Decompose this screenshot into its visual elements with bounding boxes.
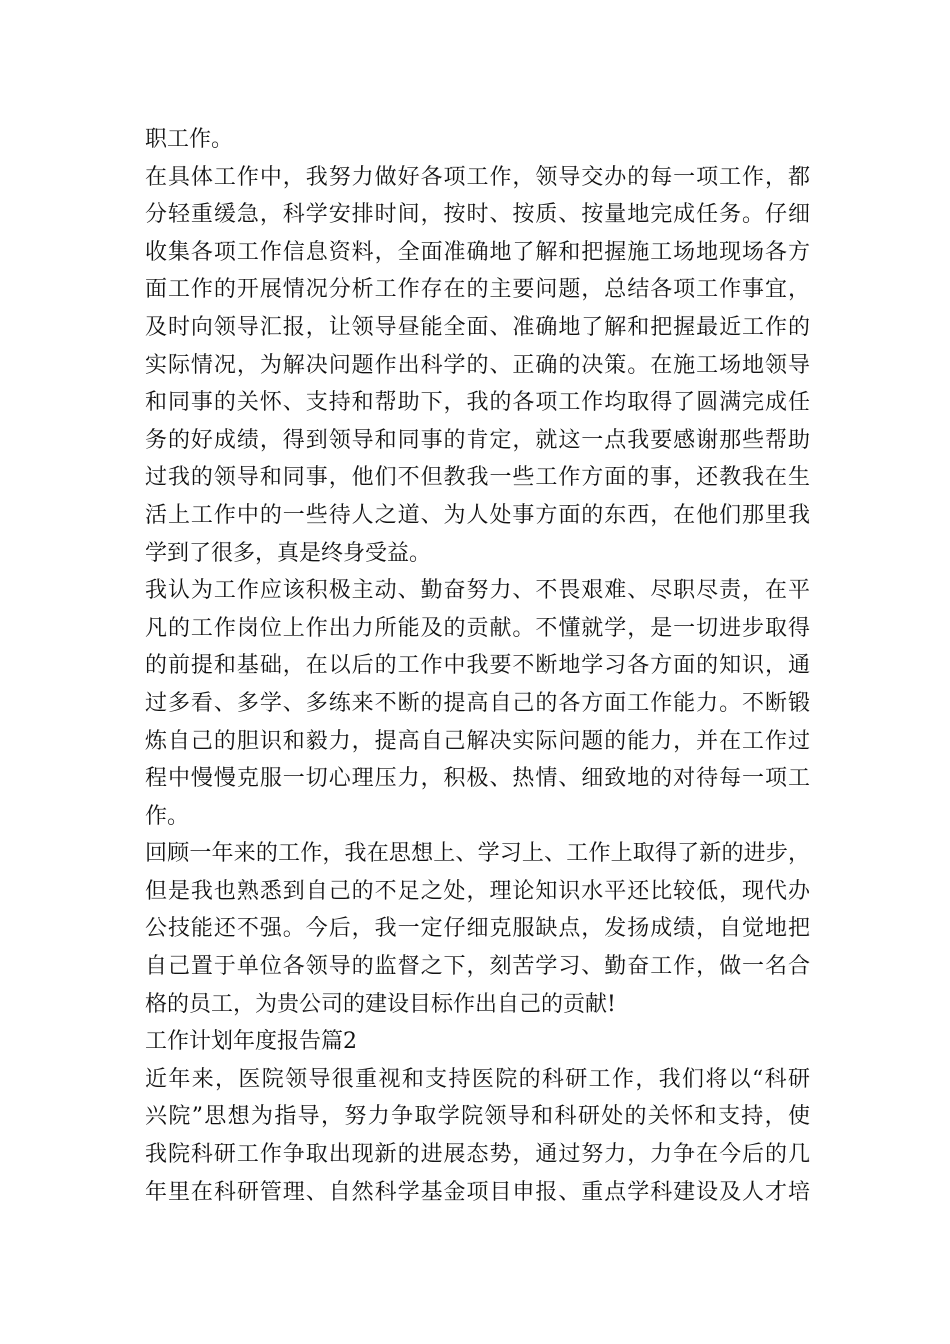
- text-line: 收集各项工作信息资料，全面准确地了解和把握施工场地现场各方: [145, 239, 810, 265]
- text-line: 格的员工，为贵公司的建设目标作出自己的贡献!: [145, 991, 616, 1017]
- text-line: 公技能还不强。今后，我一定仔细克服缺点，发扬成绩，自觉地把: [145, 916, 810, 942]
- text-line: 年里在科研管理、自然科学基金项目申报、重点学科建设及人才培: [145, 1179, 810, 1205]
- text-line: 面工作的开展情况分析工作存在的主要问题，总结各项工作事宜，: [145, 277, 810, 303]
- text-line: 过我的领导和同事，他们不但教我一些工作方面的事，还教我在生: [145, 465, 810, 491]
- text-line: 我认为工作应该积极主动、勤奋努力、不畏艰难、尽职尽责，在平: [145, 578, 810, 604]
- text-line: 的前提和基础，在以后的工作中我要不断地学习各方面的知识，通: [145, 653, 810, 679]
- text-line: 但是我也熟悉到自己的不足之处，理论知识水平还比较低，现代办: [145, 878, 810, 904]
- text-line: 炼自己的胆识和毅力，提高自己解决实际问题的能力，并在工作过: [145, 728, 810, 754]
- text-line: 活上工作中的一些待人之道、为人处事方面的东西，在他们那里我: [145, 502, 810, 528]
- text-line: 和同事的关怀、支持和帮助下，我的各项工作均取得了圆满完成任: [145, 390, 810, 416]
- text-line: 在具体工作中，我努力做好各项工作，领导交办的每一项工作，都: [145, 164, 810, 190]
- text-line: 兴院”思想为指导，努力争取学院领导和科研处的关怀和支持，使: [145, 1104, 810, 1130]
- text-line: 职工作。: [145, 127, 234, 152]
- text-line: 近年来，医院领导很重视和支持医院的科研工作，我们将以“科研: [145, 1066, 810, 1092]
- text-line: 凡的工作岗位上作出力所能及的贡献。不懂就学，是一切进步取得: [145, 615, 810, 641]
- text-line: 实际情况，为解决问题作出科学的、正确的决策。在施工场地领导: [145, 352, 810, 378]
- text-line: 自己置于单位各领导的监督之下，刻苦学习、勤奋工作，做一名合: [145, 954, 810, 980]
- text-line: 分轻重缓急，科学安排时间，按时、按质、按量地完成任务。仔细: [145, 202, 810, 228]
- section-heading: 工作计划年度报告篇2: [145, 1029, 357, 1055]
- text-line: 学到了很多，真是终身受益。: [145, 540, 432, 566]
- text-line: 务的好成绩，得到领导和同事的肯定，就这一点我要感谢那些帮助: [145, 427, 810, 453]
- text-line: 我院科研工作争取出现新的进展态势，通过努力，力争在今后的几: [145, 1142, 810, 1168]
- text-line: 作。: [145, 803, 190, 829]
- text-line: 回顾一年来的工作，我在思想上、学习上、工作上取得了新的进步，: [145, 841, 810, 867]
- text-line: 程中慢慢克服一切心理压力，积极、热情、细致地的对待每一项工: [145, 766, 810, 792]
- text-line: 及时向领导汇报，让领导昼能全面、准确地了解和把握最近工作的: [145, 314, 810, 340]
- document-body: [145, 121, 810, 1211]
- text-line: 过多看、多学、多练来不断的提高自己的各方面工作能力。不断锻: [145, 690, 810, 716]
